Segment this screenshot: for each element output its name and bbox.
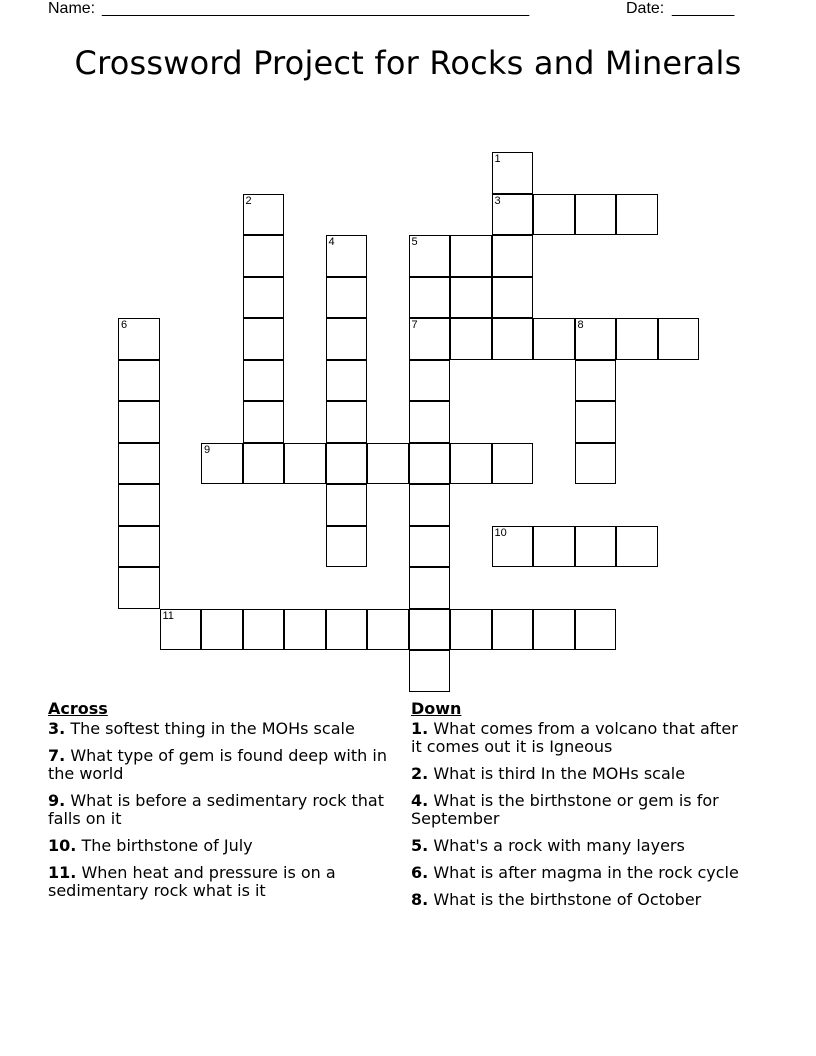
crossword-cell[interactable] [118, 526, 160, 568]
clue-down [411, 837, 751, 855]
crossword-cell[interactable] [367, 609, 409, 651]
clue-down [411, 891, 751, 909]
clue-number: 4. [411, 791, 429, 810]
crossword-cell[interactable] [450, 318, 492, 360]
crossword-cell[interactable] [118, 318, 160, 360]
clue-number: 7. [48, 746, 66, 765]
down-heading: Down [411, 699, 462, 718]
crossword-cell[interactable] [575, 609, 617, 651]
crossword-cell[interactable] [118, 484, 160, 526]
clue-number: 3. [48, 719, 66, 738]
clue-number-label: 2 [245, 194, 252, 207]
crossword-cell[interactable] [409, 443, 451, 485]
crossword-cell[interactable] [575, 443, 617, 485]
crossword-cell[interactable] [409, 526, 451, 568]
name-line[interactable]: ________________________________________________ [102, 0, 530, 17]
clue-down [411, 792, 751, 828]
name-label: Name: [48, 0, 96, 17]
clue-number: 8. [411, 890, 429, 909]
clue-down [411, 765, 751, 783]
clue-across [48, 792, 388, 828]
crossword-cell[interactable] [243, 401, 285, 443]
crossword-cell[interactable] [409, 567, 451, 609]
crossword-cell[interactable] [450, 235, 492, 277]
crossword-cell[interactable] [201, 609, 243, 651]
crossword-cell[interactable] [409, 401, 451, 443]
crossword-cell[interactable] [492, 609, 534, 651]
clue-text: What is the birthstone or gem is for September [411, 791, 719, 828]
crossword-cell[interactable] [118, 360, 160, 402]
clue-text: The softest thing in the MOHs scale [70, 719, 355, 738]
crossword-cell[interactable] [326, 277, 368, 319]
clue-text: What type of gem is found deep with in the world [48, 746, 387, 783]
crossword-cell[interactable] [326, 609, 368, 651]
crossword-cell[interactable] [575, 318, 617, 360]
clue-number-label: 5 [411, 236, 418, 248]
clue-text: What comes from a volcano that after it comes out it is Igneous [411, 719, 738, 756]
clue-text: What is the birthstone of October [433, 890, 702, 909]
crossword-cell[interactable] [492, 318, 534, 360]
clue-number-label: 3 [494, 194, 501, 207]
crossword-cell[interactable] [326, 484, 368, 526]
clue-number-label: 10 [494, 526, 507, 539]
crossword-cell[interactable] [118, 567, 160, 609]
crossword-cell[interactable] [243, 235, 285, 277]
crossword-cell[interactable] [243, 443, 285, 485]
crossword-cell[interactable] [284, 443, 326, 485]
crossword-cell[interactable] [409, 360, 451, 402]
across-clues [48, 700, 388, 909]
crossword-cell[interactable] [243, 318, 285, 360]
crossword-cell[interactable] [409, 277, 451, 319]
clue-number-label: 8 [577, 319, 584, 331]
clue-across [48, 864, 388, 900]
crossword-cell[interactable] [326, 526, 368, 568]
crossword-cell[interactable] [616, 526, 658, 568]
crossword-cell[interactable] [575, 194, 617, 236]
crossword-cell[interactable] [367, 443, 409, 485]
clue-text: What is third In the MOHs scale [433, 764, 686, 783]
crossword-cell[interactable] [243, 194, 285, 236]
crossword-cell[interactable] [409, 650, 451, 692]
clue-across [48, 837, 388, 855]
date-label: Date: [626, 0, 665, 17]
crossword-cell[interactable] [492, 443, 534, 485]
clue-number: 5. [411, 836, 429, 855]
crossword-cell[interactable] [409, 484, 451, 526]
clue-number-label: 6 [121, 319, 128, 331]
crossword-cell[interactable] [450, 609, 492, 651]
clue-text: When heat and pressure is on a sedimentary rock what is it [48, 863, 336, 900]
clue-number: 1. [411, 719, 429, 738]
clue-text: What is after magma in the rock cycle [433, 863, 739, 882]
clue-number: 10. [48, 836, 77, 855]
crossword-cell[interactable] [450, 443, 492, 485]
crossword-cell[interactable] [533, 526, 575, 568]
clue-number-label: 9 [204, 443, 211, 456]
crossword-cell[interactable] [492, 152, 534, 194]
crossword-cell[interactable] [284, 609, 326, 651]
crossword-cell[interactable] [201, 443, 243, 485]
clue-number: 11. [48, 863, 77, 882]
crossword-cell[interactable] [326, 318, 368, 360]
crossword-cell[interactable] [492, 194, 534, 236]
crossword-cell[interactable] [575, 360, 617, 402]
clue-number: 2. [411, 764, 429, 783]
clue-number-label: 11 [162, 609, 174, 622]
crossword-cell[interactable] [326, 235, 368, 277]
clue-down [411, 720, 751, 756]
crossword-cell[interactable] [243, 609, 285, 651]
clue-across [48, 747, 388, 783]
clue-across [48, 720, 388, 738]
crossword-cell[interactable] [450, 277, 492, 319]
page-title: Crossword Project for Rocks and Minerals [74, 44, 742, 82]
clue-text: The birthstone of July [81, 836, 253, 855]
crossword-cell[interactable] [326, 401, 368, 443]
date-line[interactable]: _______ [672, 0, 735, 17]
crossword-cell[interactable] [160, 609, 202, 651]
crossword-cell[interactable] [533, 609, 575, 651]
crossword-cell[interactable] [492, 235, 534, 277]
down-clues [411, 700, 751, 918]
crossword-cell[interactable] [616, 318, 658, 360]
across-heading: Across [48, 699, 108, 718]
clue-number-label: 4 [328, 236, 335, 248]
crossword-cell[interactable] [533, 318, 575, 360]
crossword-cell[interactable] [658, 318, 700, 360]
clue-down [411, 864, 751, 882]
crossword-cell[interactable] [326, 443, 368, 485]
crossword-cell[interactable] [533, 194, 575, 236]
crossword-cell[interactable] [409, 235, 451, 277]
crossword-cell[interactable] [575, 526, 617, 568]
crossword-cell[interactable] [409, 318, 451, 360]
clue-number-label: 7 [411, 319, 418, 331]
crossword-cell[interactable] [492, 526, 534, 568]
clue-number: 9. [48, 791, 66, 810]
crossword-cell[interactable] [118, 401, 160, 443]
clue-text: What's a rock with many layers [433, 836, 685, 855]
crossword-cell[interactable] [409, 609, 451, 651]
crossword-cell[interactable] [243, 360, 285, 402]
crossword-cell[interactable] [118, 443, 160, 485]
crossword-cell[interactable] [243, 277, 285, 319]
clue-number-label: 1 [494, 153, 501, 165]
clue-number: 6. [411, 863, 429, 882]
clue-text: What is before a sedimentary rock that falls on it [48, 791, 384, 828]
crossword-cell[interactable] [492, 277, 534, 319]
crossword-cell[interactable] [326, 360, 368, 402]
crossword-cell[interactable] [575, 401, 617, 443]
crossword-cell[interactable] [616, 194, 658, 236]
